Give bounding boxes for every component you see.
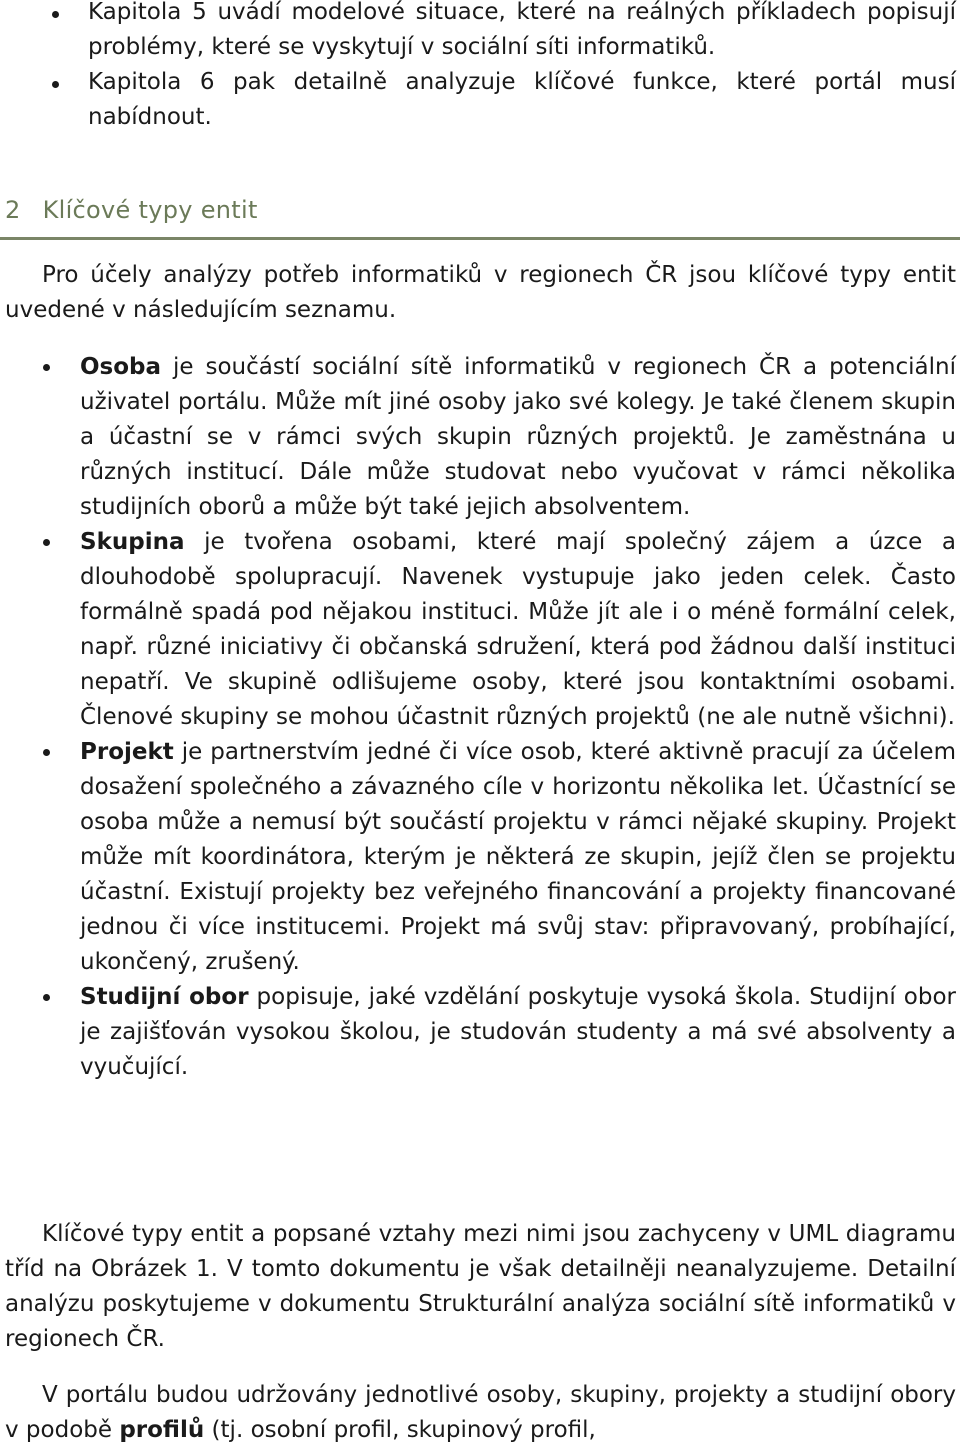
entity-text: je tvořena osobami, které mají společný zájem a úzce a dlouhodobě spolupracují. Navenek vystupuje jako jeden celek. Často formálně spadá pod nějakou instituci. Může jít ale i o méně formální celek, např. různé iniciativy či občanská sdružení, která pod žádnou další instituci nepatří. Ve skupině odlišujeme osoby, které jsou kontaktními osobami. Členové skupiny se mohou účastnit různých projektů (ne ale nutně všichni). [80, 529, 956, 730]
list-item [80, 735, 956, 980]
entity-text: je partnerstvím jedné či více osob, které aktivně pracují za účelem dosažení společného a závazného cíle v horizontu několika let. Účastnící se osoba může a nemusí být součástí projektu v rámci nějaké skupiny. Projekt může mít koordinátora, kterým je některá ze skupin, jejíž člen se projektu účastní. Existují projekty bez veřejného financování a projekty financované jednou či více institucemi. Projekt má svůj stav: připravovaný, probíhající, ukončený, zrušený. [80, 739, 956, 975]
bullet-icon [52, 81, 59, 88]
list-item [80, 350, 956, 525]
entity-bullet-list [80, 350, 956, 1085]
entity-term: Studijní obor [80, 984, 249, 1010]
section-title: Klíčové typy entit [42, 196, 258, 224]
paragraph-text: Pro účely analýzy potřeb informatiků v regionech ČR jsou klíčové typy entit uvedené v následujícím seznamu. [5, 262, 956, 323]
intro-item-text: Kapitola 6 pak detailně analyzuje klíčové funkce, které portál musí nabídnout. [88, 69, 956, 130]
entity-description [80, 735, 956, 980]
entity-term: Skupina [80, 529, 185, 555]
heading-divider [0, 237, 960, 240]
paragraph-text: Klíčové typy entit a popsané vztahy mezi nimi jsou zachyceny v UML diagramu tříd na Obrázek 1. V tomto dokumentu je však detailněji neanalyzujeme. Detailní analýzu poskytujeme v dokumentu Strukturální analýza sociální sítě informatiků v regionech ČR. [5, 1221, 956, 1352]
intro-bullet-list [88, 0, 956, 135]
section-intro-paragraph [5, 258, 956, 328]
bullet-icon [43, 364, 50, 371]
section-heading [5, 196, 960, 224]
list-item [88, 0, 956, 65]
intro-item-text: Kapitola 5 uvádí modelové situace, které na reálných příkladech popisují problémy, které se vyskytují v sociální síti informatiků. [88, 0, 956, 60]
bullet-icon [43, 994, 50, 1001]
bullet-icon [43, 749, 50, 756]
bullet-icon [43, 539, 50, 546]
entity-description [80, 525, 956, 735]
emphasized-term: profilů [119, 1417, 205, 1443]
section-number: 2 [5, 196, 21, 224]
paragraph-text-start: V portálu budou udržovány jednotlivé osoby, skupiny, projekty a studijní obory v podobě [5, 1382, 956, 1443]
paragraph-text [5, 1378, 956, 1448]
paragraph-text-end: (tj. osobní profil, skupinový profil, [204, 1417, 596, 1443]
entity-text: popisuje, jaké vzdělání poskytuje vysoká škola. Studijní obor je zajišťován vysokou školou, je studován studenty a má své absolventy a vyučující. [80, 984, 957, 1080]
list-item [80, 980, 956, 1085]
entity-description [80, 980, 956, 1085]
list-item [88, 65, 956, 135]
entity-term: Projekt [80, 739, 174, 765]
profiles-paragraph [5, 1378, 956, 1448]
entity-description [80, 350, 956, 525]
list-item [80, 525, 956, 735]
bullet-icon [52, 11, 59, 18]
entity-text: je součástí sociální sítě informatiků v regionech ČR a potenciální uživatel portálu. Může mít jiné osoby jako své kolegy. Je také členem skupin a účastní se v rámci svých skupin různých projektů. Je zaměstnána u různých institucí. Dále může studovat nebo vyučovat v rámci několika studijních oborů a může být také jejich absolventem. [80, 354, 956, 520]
entity-term: Osoba [80, 354, 162, 380]
uml-paragraph [5, 1217, 956, 1357]
